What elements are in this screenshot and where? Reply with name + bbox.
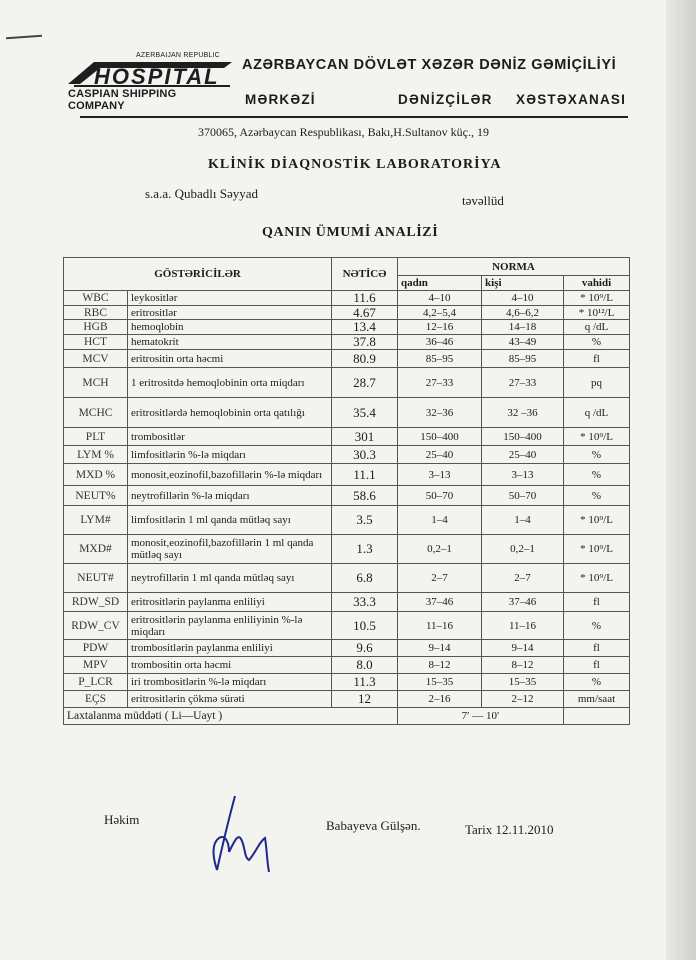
row-norm-women: 11–16 [398, 612, 482, 640]
row-norm-women: 4,2–5,4 [398, 306, 482, 320]
row-norm-men: 150–400 [482, 428, 564, 446]
row-unit: * 10⁹/L [564, 506, 630, 535]
row-name: hemoqlobin [128, 320, 332, 335]
row-unit: pq [564, 368, 630, 398]
row-value: 58.6 [332, 486, 398, 506]
row-unit: fl [564, 593, 630, 612]
row-norm-women: 85–95 [398, 350, 482, 368]
header-divider [80, 116, 628, 118]
row-code: LYM# [64, 506, 128, 535]
row-norm-men: 1–4 [482, 506, 564, 535]
row-value: 12 [332, 691, 398, 708]
logo-wordmark: HOSPITAL [94, 64, 220, 88]
row-norm-women: 2–16 [398, 691, 482, 708]
row-name: eritrositlərin paylanma enliliyinin %-lə miqdarı [128, 612, 332, 640]
row-name: trombositlərin paylanma enliliyi [128, 640, 332, 657]
row-norm-men: 32 –36 [482, 398, 564, 428]
row-norm-women: 37–46 [398, 593, 482, 612]
table-row [64, 398, 630, 428]
row-unit: mm/saat [564, 691, 630, 708]
table-row [64, 350, 630, 368]
row-norm-women: 0,2–1 [398, 535, 482, 564]
hospital-logo [64, 52, 236, 112]
header-norm: NORMA [398, 258, 630, 276]
row-value: 8.0 [332, 657, 398, 674]
row-value: 9.6 [332, 640, 398, 657]
row-name: monosit,eozinofil,bazofillərin 1 ml qanda mütləq sayı [128, 535, 332, 564]
row-name: trombositlər [128, 428, 332, 446]
row-norm-men: 50–70 [482, 486, 564, 506]
report-date: Tarix 12.11.2010 [465, 822, 554, 837]
row-name: limfositlərin 1 ml qanda mütləq sayı [128, 506, 332, 535]
header-line-2c: XƏSTƏXANASI [516, 92, 627, 107]
row-norm-women: 15–35 [398, 674, 482, 691]
row-name: eritrositlərin paylanma enliliyi [128, 593, 332, 612]
row-name: iri trombositlərin %-lə miqdarı [128, 674, 332, 691]
header-line-2b: DƏNİZÇİLƏR [398, 92, 493, 107]
row-code: EÇS [64, 691, 128, 708]
row-value: 10.5 [332, 612, 398, 640]
row-norm-women: 1–4 [398, 506, 482, 535]
header-indicators: GÖSTƏRİCİLƏR [64, 258, 332, 291]
row-code: PDW [64, 640, 128, 657]
row-value: 35.4 [332, 398, 398, 428]
row-value: 11.6 [332, 291, 398, 306]
row-norm-men: 3–13 [482, 464, 564, 486]
row-norm-men: 37–46 [482, 593, 564, 612]
analysis-title: QANIN ÜMUMİ ANALİZİ [262, 225, 439, 240]
row-name: leykositlər [128, 291, 332, 306]
row-norm-men: 15–35 [482, 674, 564, 691]
row-name: monosit,eozinofil,bazofillərin %-lə miqdarı [128, 464, 332, 486]
table-row [64, 535, 630, 564]
doctor-signature [195, 788, 285, 878]
row-norm-men: 2–12 [482, 691, 564, 708]
row-code: P_LCR [64, 674, 128, 691]
table-row [64, 564, 630, 593]
row-norm-women: 150–400 [398, 428, 482, 446]
row-norm-men: 8–12 [482, 657, 564, 674]
logo-subtitle: AZERBAIJAN REPUBLIC [136, 52, 220, 59]
row-norm-men: 11–16 [482, 612, 564, 640]
row-unit: * 10¹²/L [564, 306, 630, 320]
header-women: qadın [398, 276, 482, 291]
table-row [64, 593, 630, 612]
row-code: RDW_SD [64, 593, 128, 612]
table-row [64, 691, 630, 708]
row-code: MXD# [64, 535, 128, 564]
row-value: 3.5 [332, 506, 398, 535]
row-name: 1 eritrositdə hemoqlobinin orta miqdarı [128, 368, 332, 398]
row-value: 33.3 [332, 593, 398, 612]
row-unit: fl [564, 657, 630, 674]
row-value: 1.3 [332, 535, 398, 564]
row-norm-women: 12–16 [398, 320, 482, 335]
table-row [64, 464, 630, 486]
row-value: 28.7 [332, 368, 398, 398]
table-row [64, 335, 630, 350]
table-row [64, 674, 630, 691]
row-norm-women: 36–46 [398, 335, 482, 350]
row-norm-women: 50–70 [398, 486, 482, 506]
row-code: NEUT# [64, 564, 128, 593]
row-code: HCT [64, 335, 128, 350]
row-unit: * 10⁹/L [564, 535, 630, 564]
row-norm-men: 14–18 [482, 320, 564, 335]
row-norm-men: 43–49 [482, 335, 564, 350]
row-norm-women: 25–40 [398, 446, 482, 464]
row-norm-men: 0,2–1 [482, 535, 564, 564]
row-value: 6.8 [332, 564, 398, 593]
row-code: MCHC [64, 398, 128, 428]
row-value: 80.9 [332, 350, 398, 368]
row-norm-women: 8–12 [398, 657, 482, 674]
page-edge-shadow [666, 0, 696, 960]
header-men: kişi [482, 276, 564, 291]
row-norm-women: 27–33 [398, 368, 482, 398]
row-code: HGB [64, 320, 128, 335]
coagulation-norm: 7′ — 10′ [398, 708, 564, 725]
row-unit: fl [564, 640, 630, 657]
header-result: NƏTİCƏ [332, 258, 398, 291]
row-value: 4.67 [332, 306, 398, 320]
row-code: WBC [64, 291, 128, 306]
row-unit: * 10⁹/L [564, 428, 630, 446]
row-unit: q /dL [564, 320, 630, 335]
row-unit: fl [564, 350, 630, 368]
row-value: 37.8 [332, 335, 398, 350]
row-code: NEUT% [64, 486, 128, 506]
header-line-1: AZƏRBAYCAN DÖVLƏT XƏZƏR DƏNİZ GƏMİÇİLİYİ [242, 57, 617, 73]
row-code: PLT [64, 428, 128, 446]
row-name: eritrositlərin çökmə sürəti [128, 691, 332, 708]
row-name: eritrositlər [128, 306, 332, 320]
row-norm-men: 9–14 [482, 640, 564, 657]
row-norm-men: 4,6–6,2 [482, 306, 564, 320]
table-row [64, 640, 630, 657]
table-row [64, 306, 630, 320]
results-table [63, 257, 630, 725]
row-unit: % [564, 486, 630, 506]
row-value: 13.4 [332, 320, 398, 335]
row-code: MXD % [64, 464, 128, 486]
header-line-2a: MƏRKƏZİ [245, 92, 316, 107]
row-norm-men: 25–40 [482, 446, 564, 464]
company-name: CASPIAN SHIPPING COMPANY [68, 88, 177, 112]
row-code: RBC [64, 306, 128, 320]
table-row [64, 291, 630, 306]
row-norm-women: 4–10 [398, 291, 482, 306]
row-unit: % [564, 612, 630, 640]
row-code: LYM % [64, 446, 128, 464]
row-norm-women: 32–36 [398, 398, 482, 428]
patient-name: s.a.a. Qubadlı Səyyad [145, 186, 259, 201]
table-row [64, 657, 630, 674]
table-row [64, 612, 630, 640]
table-row [64, 368, 630, 398]
logo-graphic [64, 54, 236, 88]
doctor-name: Babayeva Gülşən. [326, 818, 421, 833]
row-unit: % [564, 335, 630, 350]
table-row [64, 320, 630, 335]
row-code: MCV [64, 350, 128, 368]
laboratory-title: KLİNİK DİAQNOSTİK LABORATORİYA [208, 157, 502, 172]
row-name: eritrositlərdə hemoqlobinin orta qatılığı [128, 398, 332, 428]
row-value: 301 [332, 428, 398, 446]
table-row [64, 506, 630, 535]
row-norm-women: 2–7 [398, 564, 482, 593]
row-name: limfositlərin %-lə miqdarı [128, 446, 332, 464]
row-unit: * 10⁹/L [564, 564, 630, 593]
row-name: neytrofillərin 1 ml qanda mütləq sayı [128, 564, 332, 593]
row-code: RDW_CV [64, 612, 128, 640]
row-norm-men: 4–10 [482, 291, 564, 306]
row-name: hematokrit [128, 335, 332, 350]
coagulation-unit [564, 708, 630, 725]
row-unit: % [564, 446, 630, 464]
row-unit: % [564, 464, 630, 486]
row-norm-women: 3–13 [398, 464, 482, 486]
table-row [64, 446, 630, 464]
table-row [64, 486, 630, 506]
birth-label: təvəllüd [462, 193, 504, 208]
row-unit: % [564, 674, 630, 691]
address: 370065, Azərbaycan Respublikası, Bakı,H.Sultanov küç., 19 [198, 125, 489, 139]
row-name: neytrofillərin %-lə miqdarı [128, 486, 332, 506]
header-unit: vahidi [564, 276, 630, 291]
table-row [64, 428, 630, 446]
row-norm-men: 2–7 [482, 564, 564, 593]
row-unit: * 10⁹/L [564, 291, 630, 306]
row-name: eritrositin orta həcmi [128, 350, 332, 368]
row-norm-men: 27–33 [482, 368, 564, 398]
row-name: trombositin orta həcmi [128, 657, 332, 674]
row-value: 11.3 [332, 674, 398, 691]
row-code: MPV [64, 657, 128, 674]
row-norm-women: 9–14 [398, 640, 482, 657]
row-value: 11.1 [332, 464, 398, 486]
row-code: MCH [64, 368, 128, 398]
coagulation-label: Laxtalanma müddəti ( Li—Uayt ) [64, 708, 398, 725]
row-norm-men: 85–95 [482, 350, 564, 368]
doctor-label: Həkim [104, 812, 140, 827]
row-unit: q /dL [564, 398, 630, 428]
row-value: 30.3 [332, 446, 398, 464]
